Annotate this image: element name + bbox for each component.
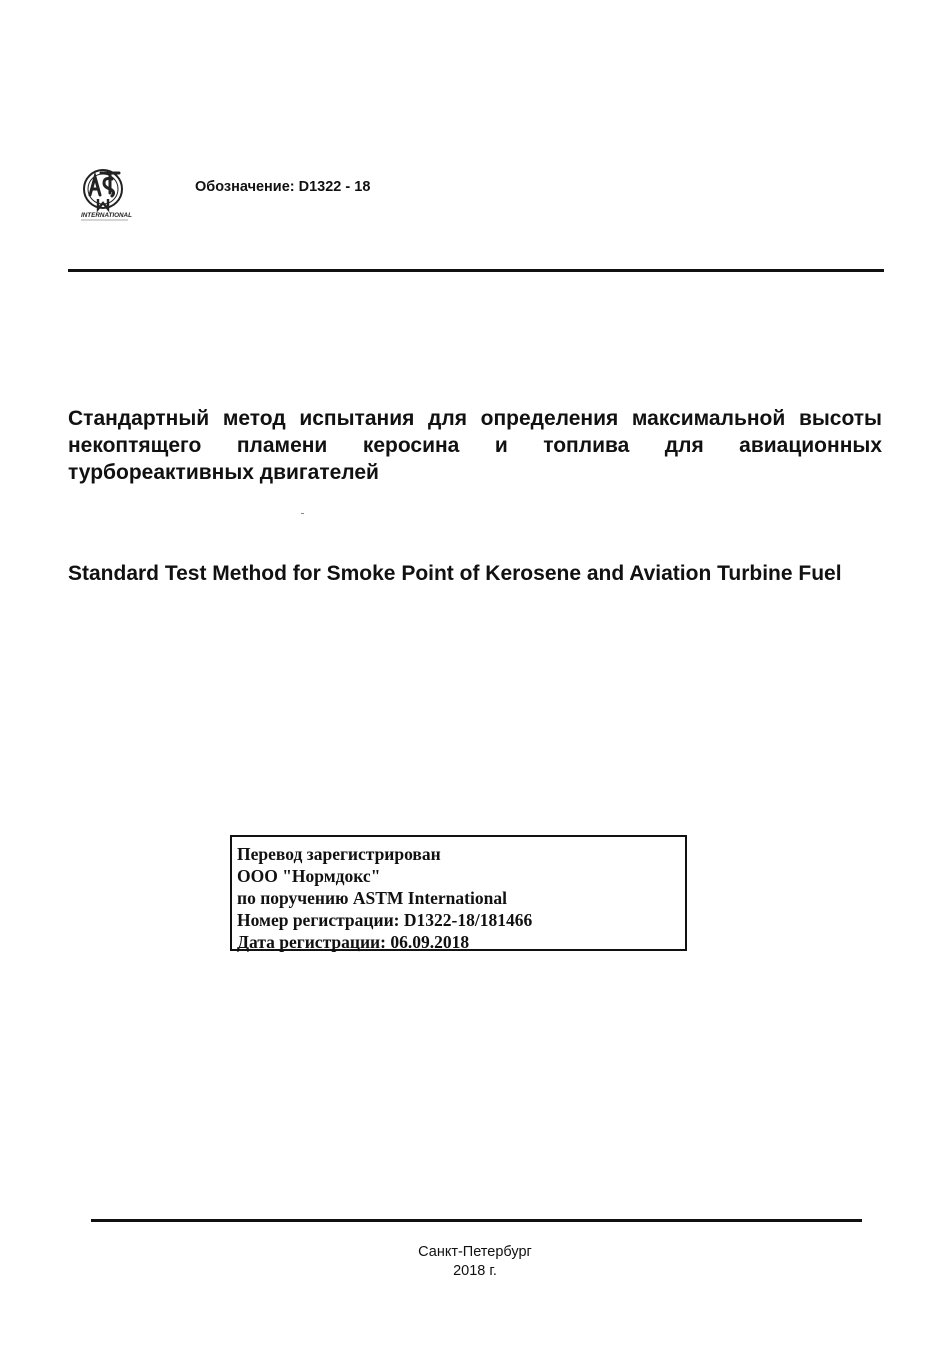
title-russian: Стандартный метод испытания для определения максимальной высоты некоптящего пламени керосина и топлива для авиационных турбореактивных двигателей [68, 407, 882, 484]
footer-city: Санкт-Петербург [418, 1244, 532, 1260]
title-english: Standard Test Method for Smoke Point of Kerosene and Aviation Turbine Fuel [68, 562, 842, 585]
footer-year: 2018 г. [453, 1263, 497, 1279]
bottom-divider [91, 1219, 862, 1222]
registration-line-2: ООО "Нормдокс" [237, 866, 381, 886]
scan-artifact [301, 513, 304, 514]
registration-line-3: по поручению ASTM International [237, 888, 507, 908]
registration-box [230, 835, 687, 951]
astm-logo [78, 165, 132, 223]
registration-line-1: Перевод зарегистрирован [237, 844, 441, 864]
top-divider [68, 269, 884, 272]
svg-text:INTERNATIONAL: INTERNATIONAL [81, 212, 132, 219]
footer [375, 1243, 575, 1281]
astm-logo-icon [78, 165, 132, 223]
designation: Обозначение: D1322 - 18 [195, 179, 371, 195]
registration-date: Дата регистрации: 06.09.2018 [237, 932, 470, 952]
registration-number: Номер регистрации: D1322-18/181466 [237, 910, 533, 930]
